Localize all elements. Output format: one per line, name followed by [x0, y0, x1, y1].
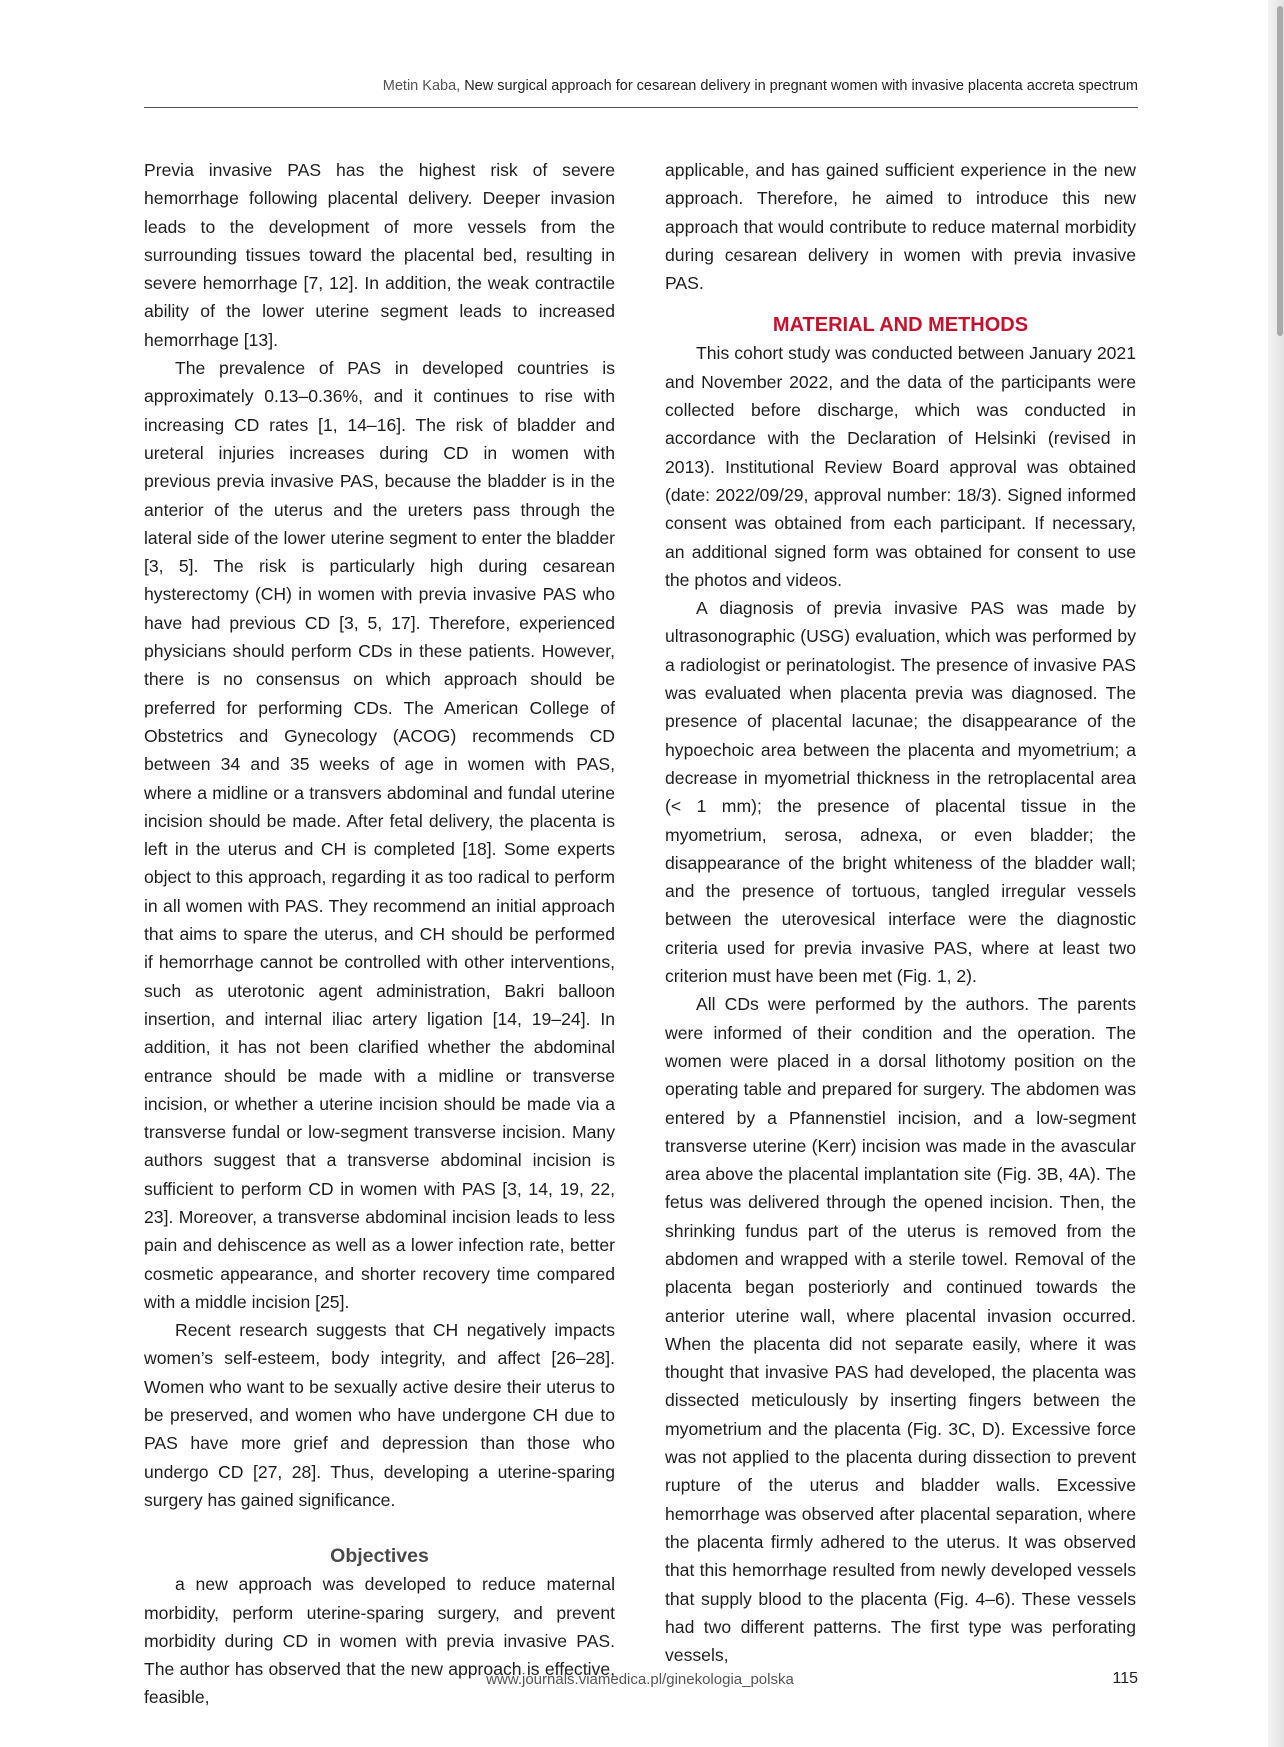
body-paragraph: A diagnosis of previa invasive PAS was made by ultrasonographic (USG) evaluation, which was performed by a radiologist or perinatologist. The presence of invasive PAS was evaluated when placenta previa was diagnosed. The presence of placental lacunae; the disappearance of the hypoechoic area between the placenta and myometrium; a decrease in myometrial thickness in the retroplacental area (< 1 mm); the presence of placental tissue in the myometrium, serosa, adnexa, or even bladder; the disappearance of the bright whiteness of the bladder wall; and the presence of tortuous, tangled irregular vessels between the uterovesical interface were the diagnostic criteria used for previa invasive PAS, where at least two criterion must have been met (Fig. 1, 2). — [665, 598, 1136, 987]
objectives-heading: Objectives — [330, 1545, 429, 1568]
body-paragraph: The prevalence of PAS in developed countries is approximately 0.13–0.36%, and it continues to rise with increasing CD rates [1, 14–16]. The risk of bladder and ureteral injuries increases during CD in women with previous previa invasive PAS, because the bladder is in the anterior of the uterus and the ureters pass through the lateral side of the lower uterine segment to enter the bladder [3, 5]. The risk is particularly high during cesarean hysterectomy (CH) in women with previa invasive PAS who have had previous CD [3, 5, 17]. Therefore, experienced physicians should perform CDs in these patients. However, there is no consensus on which approach should be preferred for performing CDs. The American College of Obstetrics and Gynecology (ACOG) recommends CD between 34 and 35 weeks of age in women with PAS, where a midline or a transvers abdominal and fundal uterine incision should be made. After fetal delivery, the placenta is left in the uterus and CH is completed [18]. Some experts object to this approach, regarding it as too radical to perform in all women with PAS. They recommend an initial approach that aims to spare the uterus, and CH should be performed if hemorrhage cannot be controlled with other interventions, such as uterotonic agent administration, Bakri balloon insertion, and internal iliac artery ligation [14, 19–24]. In addition, it has not been clarified whether the abdominal entrance should be made with a midline or transverse incision, or whether a uterine incision should be made via a transverse fundal or low-segment transverse incision. Many authors suggest that a transverse abdominal incision is sufficient to perform CD in women with PAS [3, 14, 19, 22, 23]. Moreover, a transverse abdominal incision leads to less pain and dehiscence as well as a lower infection rate, better cosmetic appearance, and shorter recovery time compared with a middle incision [25]. — [144, 358, 615, 1312]
header-article-title: New surgical approach for cesarean delivery in pregnant women with invasive placenta accreta spectrum — [464, 78, 1138, 94]
scrollbar-thumb[interactable] — [1277, 6, 1283, 336]
body-paragraph: Recent research suggests that CH negatively impacts women’s self-esteem, body integrity, and affect [26–28]. Women who want to be sexually active desire their uterus to be preserved, and women who have undergone CH due to PAS have more grief and depression than those who undergo CD [27, 28]. Thus, developing a uterine-sparing surgery has gained significance. — [144, 1320, 615, 1510]
section-heading-material-and-methods: MATERIAL AND METHODS — [772, 314, 1029, 337]
header-divider — [144, 107, 1138, 108]
body-paragraph: All CDs were performed by the authors. The parents were informed of their condition and the operation. The women were placed in a dorsal lithotomy position on the operating table and prepared for surgery. The abdomen was entered by a Pfannenstiel incision, and a low-segment transverse uterine (Kerr) incision was made in the avascular area above the placental implantation site (Fig. 3B, 4A). The fetus was delivered through the opened incision. Then, the shrinking fundus part of the uterus is removed from the abdomen and wrapped with a sterile towel. Removal of the placenta began posteriorly and continued towards the anterior uterine wall, where placental invasion occurred. When the placenta did not separate easily, where it was thought that invasive PAS had developed, the placenta was dissected meticulously by inserting fingers between the myometrium and the placenta (Fig. 3C, D). Excessive force was not applied to the placenta during dissection to prevent rupture of the uterus and bladder walls. Excessive hemorrhage was observed after placental separation, where the placenta firmly adhered to the uterus. It was observed that this hemorrhage resulted from newly developed vessels that supply blood to the placenta (Fig. 4–6). These vessels had two different patterns. The first type was perforating vessels, — [665, 994, 1136, 1666]
journal-url: www.journals.viamedica.pl/ginekologia_polska — [486, 1671, 794, 1688]
objectives-paragraph: a new approach was developed to reduce maternal morbidity, perform uterine-sparing surgery, and prevent morbidity during CD in women with previa invasive PAS. The author has observed that the new approach is effective, feasible, — [144, 1574, 615, 1708]
left-column — [144, 156, 615, 1712]
page-number: 115 — [1112, 1670, 1138, 1687]
body-paragraph: Previa invasive PAS has the highest risk of severe hemorrhage following placental delivery. Deeper invasion leads to the development of more vessels from the surrounding tissues toward the placental bed, resulting in severe hemorrhage [7, 12]. In addition, the weak contractile ability of the lower uterine segment leads to increased hemorrhage [13]. — [144, 160, 615, 350]
body-paragraph: This cohort study was conducted between January 2021 and November 2022, and the data of the participants were collected before discharge, which was conducted in accordance with the Declaration of Helsinki (revised in 2013). Institutional Review Board approval was obtained (date: 2022/09/29, approval number: 18/3). Signed informed consent was obtained from each participant. If necessary, an additional signed form was obtained for consent to use the photos and videos. — [665, 343, 1136, 590]
right-column — [665, 156, 1136, 1669]
body-paragraph: applicable, and has gained sufficient experience in the new approach. Therefore, he aimed to introduce this new approach that would contribute to reduce maternal morbidity during cesarean delivery in women with previa invasive PAS. — [665, 160, 1136, 294]
header-author: Metin Kaba, — [382, 78, 461, 94]
running-header — [144, 78, 1138, 94]
